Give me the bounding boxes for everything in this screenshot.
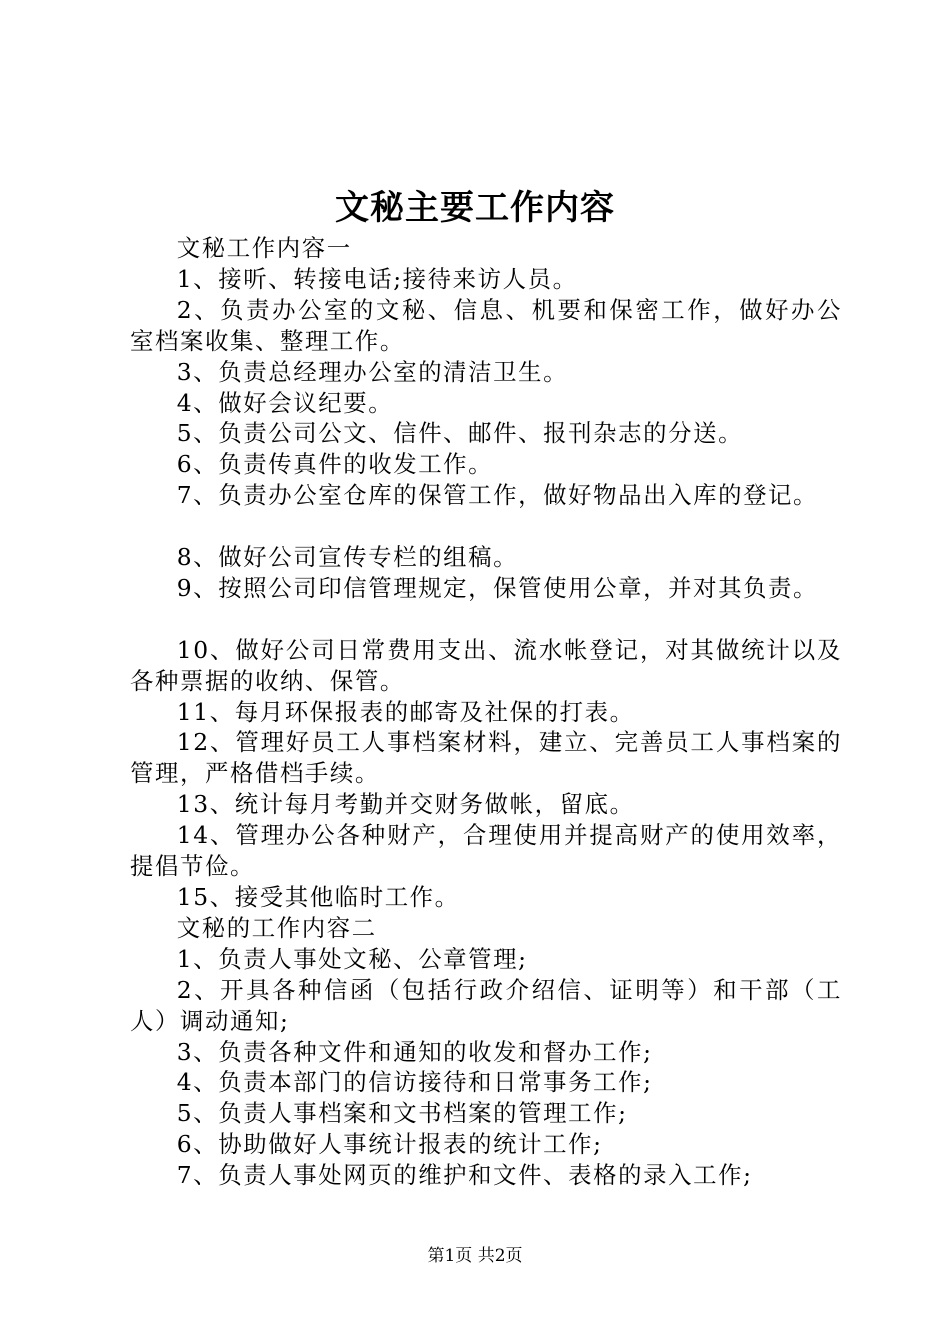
list-item: 4、做好会议纪要。	[176, 388, 394, 417]
list-item: 3、负责总经理办公室的清洁卫生。	[176, 357, 569, 386]
list-item: 6、负责传真件的收发工作。	[176, 450, 494, 479]
list-item: 9、按照公司印信管理规定，保管使用公章，并对其负责。	[176, 573, 819, 602]
document-title: 文秘主要工作内容	[335, 188, 615, 228]
list-item: 1、负责人事处文秘、公章管理;	[176, 944, 528, 973]
list-item: 8、做好公司宣传专栏的组稿。	[176, 543, 519, 572]
list-item: 6、协助做好人事统计报表的统计工作;	[176, 1130, 603, 1159]
list-item: 12、管理好员工人事档案材料，建立、完善员工人事档案的管理，严格借档手续。	[130, 728, 842, 788]
document-body	[130, 233, 842, 1191]
list-item: 7、负责人事处网页的维护和文件、表格的录入工作;	[176, 1161, 753, 1190]
list-item: 1、接听、转接电话;接待来访人员。	[176, 264, 578, 293]
list-item: 2、开具各种信函（包括行政介绍信、证明等）和干部（工人）调动通知;	[130, 975, 842, 1035]
section-heading: 文秘的工作内容二	[176, 913, 377, 942]
list-item: 10、做好公司日常费用支出、流水帐登记，对其做统计以及各种票据的收纳、保管。	[130, 635, 842, 695]
list-item: 7、负责办公室仓库的保管工作，做好物品出入库的登记。	[176, 481, 819, 510]
page-footer: 第1页 共2页	[427, 1246, 523, 1266]
list-item: 14、管理办公各种财产，合理使用并提高财产的使用效率，提倡节俭。	[130, 821, 842, 881]
list-item: 13、统计每月考勤并交财务做帐，留底。	[176, 790, 635, 819]
list-item: 11、每月环保报表的邮寄及社保的打表。	[176, 697, 635, 726]
list-item: 15、接受其他临时工作。	[176, 883, 460, 911]
list-item: 3、负责各种文件和通知的收发和督办工作;	[176, 1037, 653, 1066]
list-item: 4、负责本部门的信访接待和日常事务工作;	[176, 1068, 653, 1097]
list-item: 2、负责办公室的文秘、信息、机要和保密工作，做好办公室档案收集、整理工作。	[130, 295, 842, 355]
list-item: 5、负责公司公文、信件、邮件、报刊杂志的分送。	[176, 419, 744, 448]
section-heading: 文秘工作内容一	[176, 234, 352, 262]
list-item: 5、负责人事档案和文书档案的管理工作;	[176, 1099, 628, 1128]
